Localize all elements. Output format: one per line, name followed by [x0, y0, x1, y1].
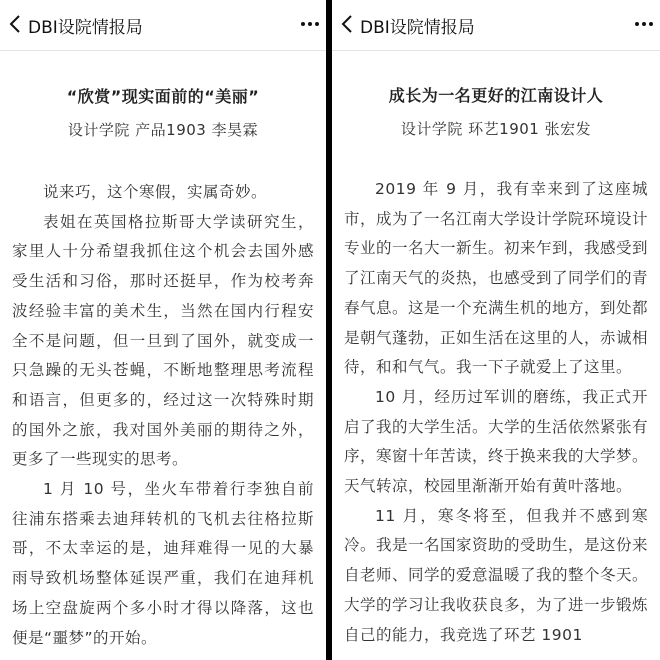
article-paragraph: 表姐在英国格拉斯哥大学读研究生，家里人十分希望我抓住这个机会去国外感受生活和习俗，那时还挺早，作为校考奔波经验丰富的美术生，当然在国内行程安全不是问题，但一旦到了国外，就变成一只急躁的无头苍蝇，不断地整理思考流程和语言，但更多的，经过这一次特殊时期的国外之旅，我对国外美丽的期待之外，更多了一些现实的思考。 [12, 212, 314, 469]
article-paragraph: 1 月 10 号，坐火车带着行李独自前往浦东搭乘去迪拜转机的飞机去往格拉斯哥，不太幸运的是，迪拜难得一见的大暴雨导致机场整体延误严重，我们在迪拜机场上空盘旋两个多小时才得以降落，这也便是“噩梦”的开始。 [12, 480, 314, 647]
article-author: 设计学院 环艺1901 张宏发 [400, 120, 592, 138]
article-content [332, 83, 660, 650]
article-paragraph: 10 月，经历过军训的磨练，我正式开启了我的大学生活。大学的生活依然紧张有序，寒窗十年苦读，终于换来我的大学梦。天气转凉，校园里渐渐开始有黄叶落地。 [344, 387, 649, 496]
left-article-screen [0, 0, 326, 660]
top-bar [0, 0, 326, 51]
article-paragraph: 2019 年 9 月，我有幸来到了这座城市，成为了一名江南大学设计学院环境设计专业的一名大一新生。初来乍到，我感受到了江南天气的炎热，也感受到了同学们的青春气息。这是一个充满生机的地方，到处都是朝气蓬勃，正如生活在这里的人，赤诚相待，和和气气。我一下子就爱上了这里。 [344, 180, 649, 377]
article-title: “欣赏”现实面前的“美丽” [66, 87, 260, 106]
top-bar [332, 0, 660, 51]
article-author: 设计学院 产品1903 李昊霖 [67, 121, 259, 139]
article-paragraph: 说来巧，这个寒假，实属奇妙。 [43, 183, 268, 201]
back-arrow-icon[interactable] [338, 12, 362, 36]
article-content [0, 84, 326, 653]
account-title: DBI设院情报局 [28, 18, 143, 38]
article-title: 成长为一名更好的江南设计人 [388, 86, 604, 105]
article-paragraph: 11 月，寒冬将至，但我并不感到寒冷。我是一名国家资助的受助生，是这份来自老师、同学的爱意温暖了我的整个冬天。大学的学习让我收获良多，为了进一步锻炼自己的能力，我竞选了环艺 1901 [344, 506, 649, 644]
article-body [344, 175, 648, 650]
account-title: DBI设院情报局 [360, 18, 475, 38]
right-article-screen [332, 0, 660, 660]
more-options-icon[interactable] [298, 12, 322, 36]
back-arrow-icon[interactable] [6, 12, 30, 36]
more-options-icon[interactable] [632, 12, 656, 36]
article-body [12, 178, 314, 653]
